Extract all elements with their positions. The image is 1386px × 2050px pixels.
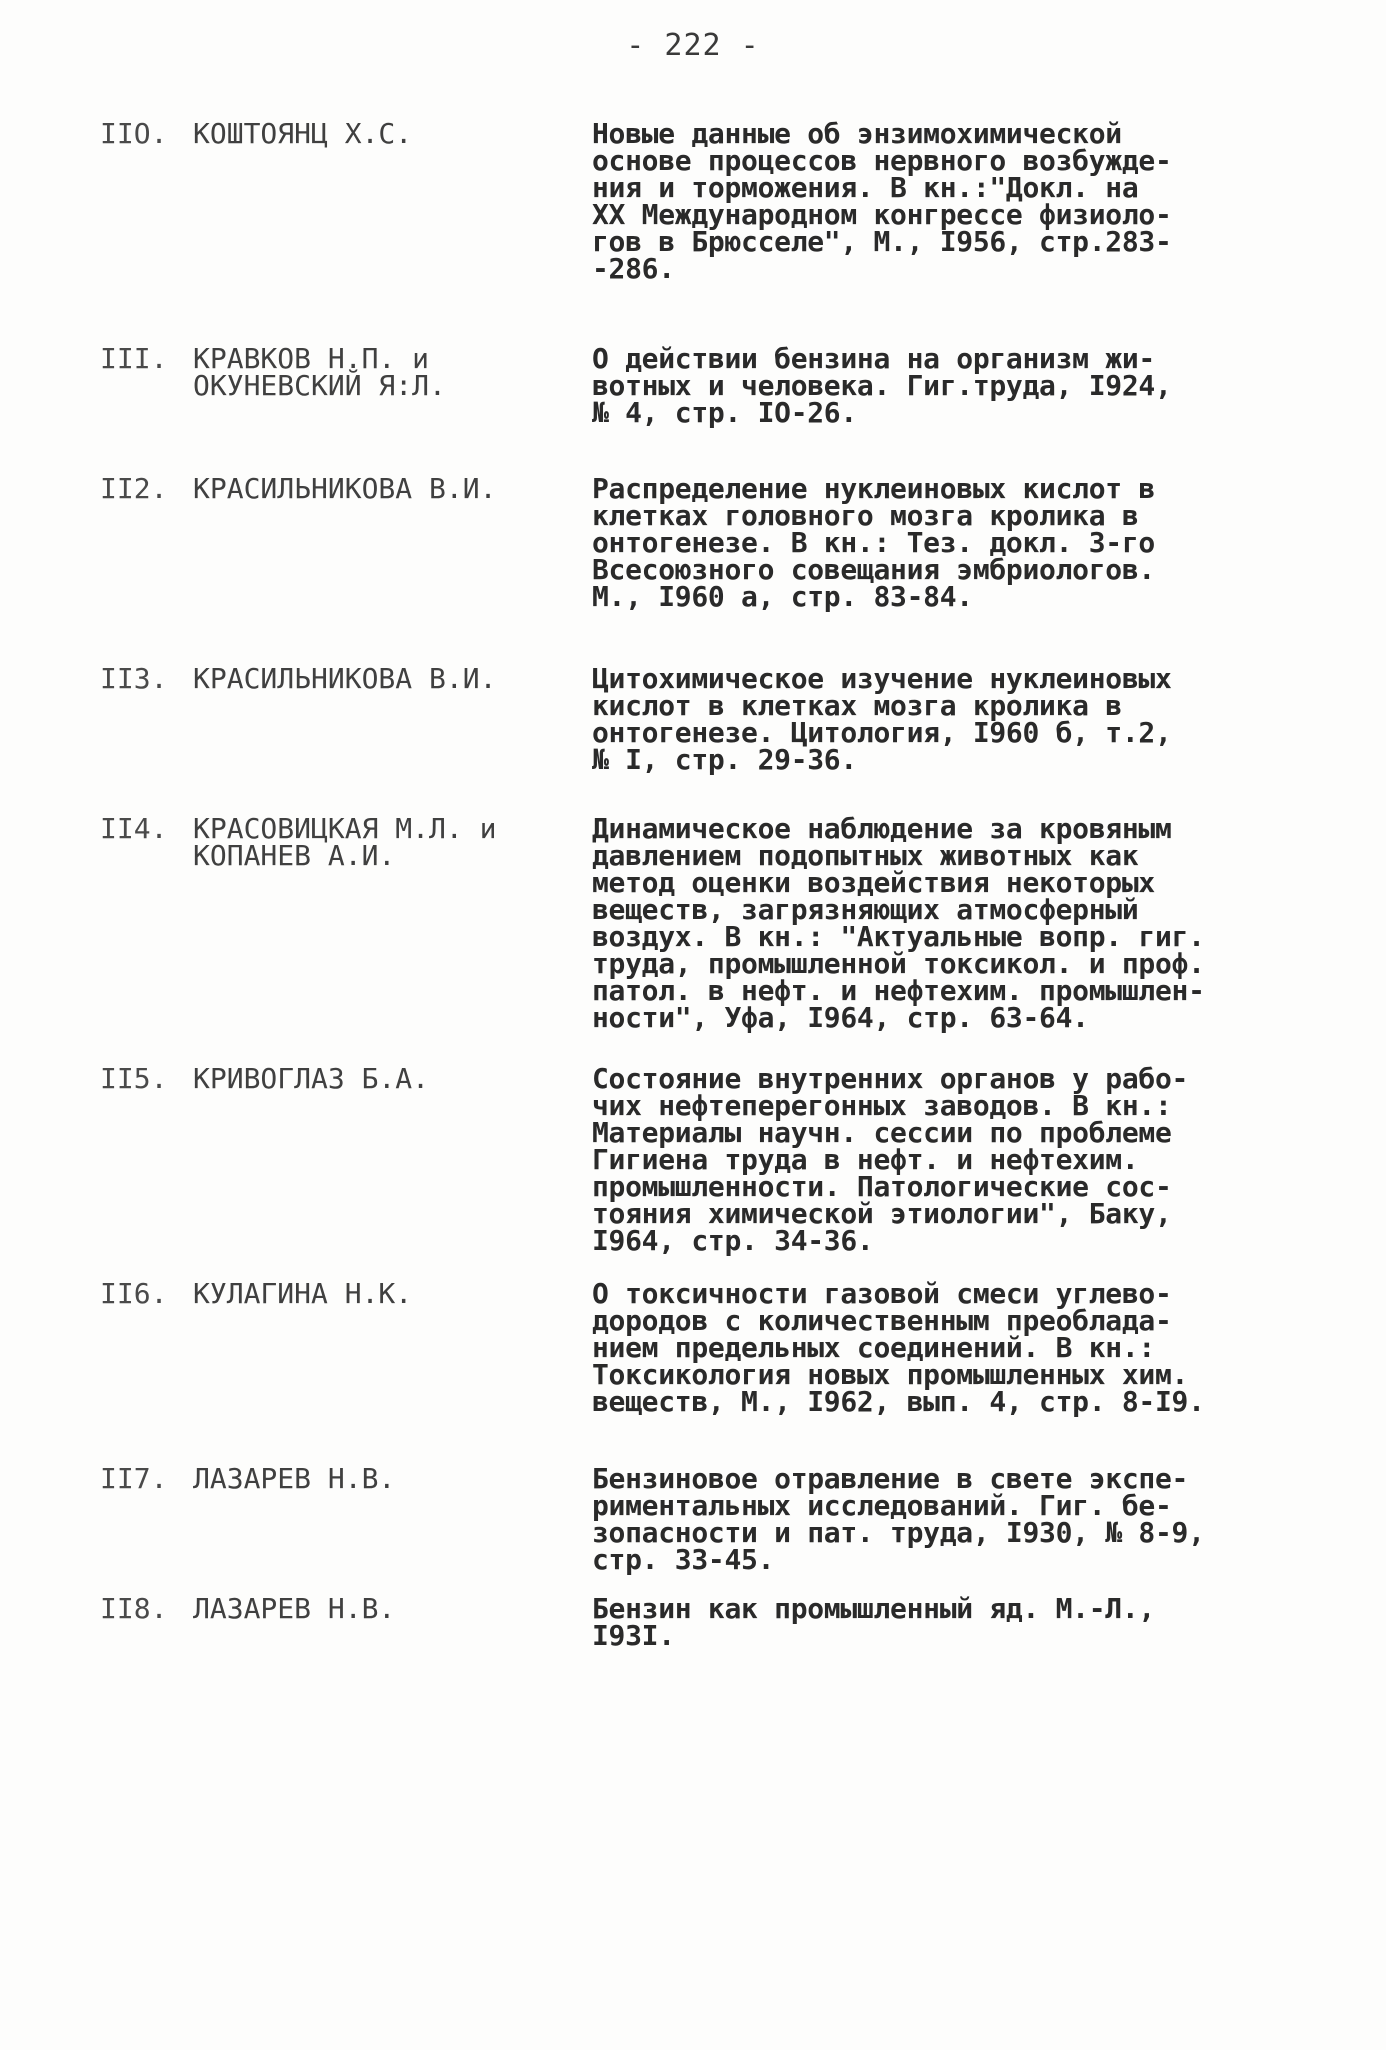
citation-line: основе процессов нервного возбужде- — [592, 144, 1172, 177]
citation-line: Динамическое наблюдение за кровяным — [592, 812, 1172, 845]
entry-citation — [592, 1277, 1292, 1418]
entry-author — [193, 812, 583, 872]
citation-line: гов в Брюсселе", М., I956, стр.283- — [592, 225, 1172, 258]
entry-author — [193, 1062, 583, 1095]
citation-line: -286. — [592, 252, 675, 285]
entry-author — [193, 662, 583, 695]
entry-citation — [592, 662, 1292, 776]
citation-line: вотных и человека. Гиг.труда, I924, — [592, 369, 1172, 402]
citation-line: веществ, М., I962, вып. 4, стр. 8-I9. — [592, 1385, 1205, 1418]
entry-citation — [592, 812, 1292, 1034]
citation-line: Состояние внутренних органов у рабо- — [592, 1062, 1189, 1095]
citation-line: Материалы научн. сессии по проблеме — [592, 1116, 1172, 1149]
entry-number: IIO. — [100, 117, 168, 150]
citation-line: Токсикология новых промышленных хим. — [592, 1358, 1189, 1391]
author-line: КРИВОГЛАЗ Б.А. — [193, 1062, 430, 1095]
citation-line: I964, стр. 34-36. — [592, 1224, 874, 1257]
entry-author — [193, 1277, 583, 1310]
entry-number: II5. — [100, 1062, 168, 1095]
citation-line: клетках головного мозга кролика в — [592, 499, 1139, 532]
author-line: ОКУНЕВСКИЙ Я:Л. — [193, 369, 446, 402]
citation-line: № 4, стр. IO-26. — [592, 396, 857, 429]
entry-number: II4. — [100, 812, 168, 845]
citation-line: онтогенезе. В кн.: Тез. докл. 3-го — [592, 526, 1155, 559]
citation-line: Бензин как промышленный яд. М.-Л., — [592, 1592, 1155, 1625]
citation-line: метод оценки воздействия некоторых — [592, 866, 1155, 899]
entry-author — [193, 472, 583, 505]
entry-author — [193, 342, 583, 402]
citation-line: Всесоюзного совещания эмбриологов. — [592, 553, 1155, 586]
citation-line: № I, стр. 29-36. — [592, 743, 857, 776]
author-line: КУЛАГИНА Н.К. — [193, 1277, 413, 1310]
citation-line: чих нефтеперегонных заводов. В кн.: — [592, 1089, 1172, 1122]
entry-citation — [592, 1062, 1292, 1257]
citation-line: онтогенезе. Цитология, I960 б, т.2, — [592, 716, 1172, 749]
entry-number: III. — [100, 342, 168, 375]
author-line: ЛАЗАРЕВ Н.В. — [193, 1462, 396, 1495]
entry-author — [193, 1592, 583, 1625]
citation-line: веществ, загрязняющих атмосферный — [592, 893, 1139, 926]
citation-line: воздух. В кн.: "Актуальные вопр. гиг. — [592, 920, 1205, 953]
citation-line: нием предельных соединений. В кн.: — [592, 1331, 1155, 1364]
citation-line: патол. в нефт. и нефтехим. промышлен- — [592, 974, 1205, 1007]
author-line: ЛАЗАРЕВ Н.В. — [193, 1592, 396, 1625]
author-line: КРАСИЛЬНИКОВА В.И. — [193, 472, 497, 505]
entry-number: II6. — [100, 1277, 168, 1310]
citation-line: зопасности и пат. труда, I930, № 8-9, — [592, 1516, 1205, 1549]
author-line: КОШТОЯНЦ Х.С. — [193, 117, 413, 150]
citation-line: Распределение нуклеиновых кислот в — [592, 472, 1155, 505]
citation-line: О действии бензина на организм жи- — [592, 342, 1155, 375]
entry-number: II3. — [100, 662, 168, 695]
citation-line: ния и торможения. В кн.:"Докл. на — [592, 171, 1139, 204]
author-line: КРАВКОВ Н.П. и — [193, 342, 430, 375]
citation-line: промышленности. Патологические сос- — [592, 1170, 1172, 1203]
citation-line: Новые данные об энзимохимической — [592, 117, 1122, 150]
author-line: КОПАНЕВ А.И. — [193, 839, 396, 872]
citation-line: ности", Уфа, I964, стр. 63-64. — [592, 1001, 1089, 1034]
author-line: КРАСИЛЬНИКОВА В.И. — [193, 662, 497, 695]
entry-author — [193, 117, 583, 150]
entry-citation — [592, 1592, 1292, 1652]
citation-line: труда, промышленной токсикол. и проф. — [592, 947, 1205, 980]
citation-line: Бензиновое отравление в свете экспе- — [592, 1462, 1189, 1495]
citation-line: давлением подопытных животных как — [592, 839, 1139, 872]
author-line: КРАСОВИЦКАЯ М.Л. и — [193, 812, 497, 845]
entry-citation — [592, 472, 1292, 613]
entry-citation — [592, 342, 1292, 429]
citation-line: Цитохимическое изучение нуклеиновых — [592, 662, 1172, 695]
citation-line: дородов с количественным преоблада- — [592, 1304, 1172, 1337]
citation-line: М., I960 а, стр. 83-84. — [592, 580, 973, 613]
citation-line: I93I. — [592, 1619, 675, 1652]
page-number: - 222 - — [626, 28, 760, 63]
entry-citation — [592, 1462, 1292, 1576]
citation-line: риментальных исследований. Гиг. бе- — [592, 1489, 1172, 1522]
entry-author — [193, 1462, 583, 1495]
entry-number: II7. — [100, 1462, 168, 1495]
entry-number: II8. — [100, 1592, 168, 1625]
citation-line: стр. 33-45. — [592, 1543, 775, 1576]
citation-line: тояния химической этиологии", Баку, — [592, 1197, 1172, 1230]
citation-line: XX Международном конгрессе физиоло- — [592, 198, 1172, 231]
citation-line: кислот в клетках мозга кролика в — [592, 689, 1122, 722]
entry-citation — [592, 117, 1292, 285]
citation-line: О токсичности газовой смеси углево- — [592, 1277, 1172, 1310]
citation-line: Гигиена труда в нефт. и нефтехим. — [592, 1143, 1139, 1176]
entry-number: II2. — [100, 472, 168, 505]
